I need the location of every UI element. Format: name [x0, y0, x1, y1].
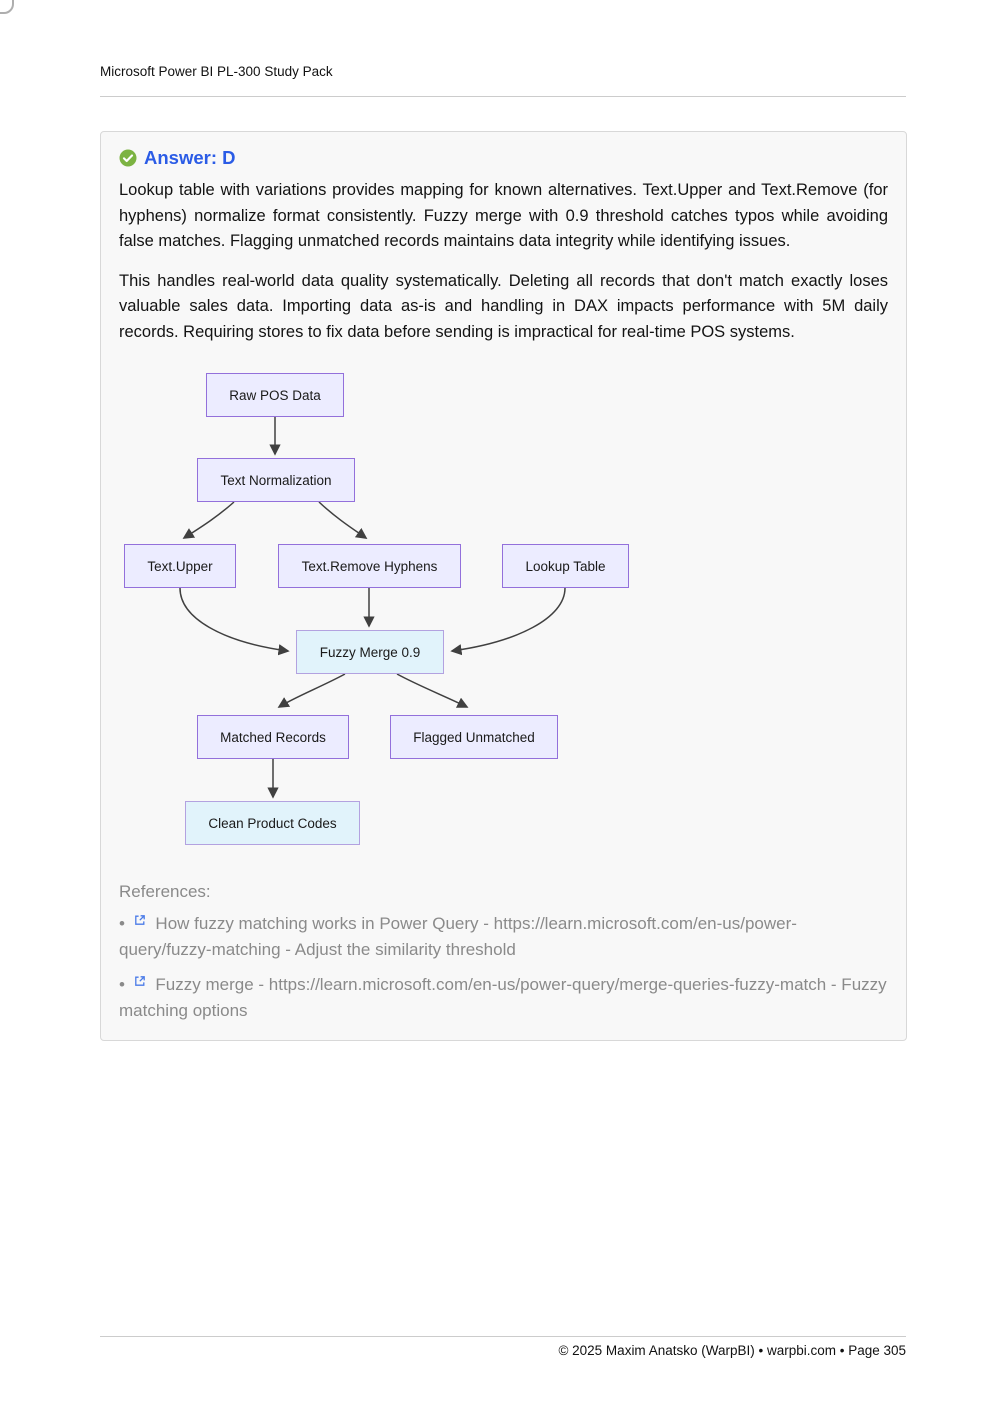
- explanation-paragraph-1: Lookup table with variations provides mapping for known alternatives. Text.Upper and Text.Remove (for hyphens) normalize format consistently. Fuzzy merge with 0.9 threshold catches typos while avoiding false matches. Flagging unmatched records maintains data integrity while identifying issues.: [119, 181, 888, 250]
- flowchart-arrows: [119, 366, 890, 852]
- node-fuzzy-merge: Fuzzy Merge 0.9: [296, 630, 444, 674]
- edge-fuzzy-to-flagged: [397, 674, 467, 707]
- edge-fuzzy-to-matched: [279, 674, 345, 707]
- node-flagged-unmatched: Flagged Unmatched: [390, 715, 558, 759]
- reference-bullet: •: [119, 914, 125, 933]
- check-circle-icon: [119, 149, 137, 167]
- references-section: [119, 882, 888, 1024]
- node-lookup-table: Lookup Table: [502, 544, 629, 588]
- external-link-icon: [134, 908, 146, 934]
- external-link-icon: [134, 969, 146, 995]
- answer-heading: [119, 147, 888, 169]
- edge-upper-to-fuzzy: [180, 588, 288, 651]
- explanation-paragraph-2: This handles real-world data quality systematically. Deleting all records that don't match exactly loses valuable sales data. Importing data as-is and handling in DAX impacts performance with 5M daily records. Requiring stores to fix data before sending is impractical for real-time POS systems.: [119, 271, 888, 341]
- reference-item: [119, 972, 888, 1024]
- node-matched-records: Matched Records: [197, 715, 349, 759]
- reference-bullet: •: [119, 975, 125, 994]
- header-divider: [100, 96, 906, 97]
- reference-item: [119, 911, 888, 963]
- page-corner-artifact: [0, 0, 14, 14]
- node-text-remove-hyphens: Text.Remove Hyphens: [278, 544, 461, 588]
- flowchart-diagram: [119, 366, 890, 852]
- answer-box: [100, 131, 907, 1041]
- node-text-normalization: Text Normalization: [197, 458, 355, 502]
- footer-text: © 2025 Maxim Anatsko (WarpBI) • warpbi.com • Page 305: [558, 1343, 906, 1358]
- header-title: Microsoft Power BI PL-300 Study Pack: [100, 64, 333, 79]
- reference-link-text[interactable]: Fuzzy merge - https://learn.microsoft.com/en-us/power-query/merge-queries-fuzzy-match - Fuzzy matching options: [119, 975, 887, 1020]
- node-raw-pos-data: Raw POS Data: [206, 373, 344, 417]
- reference-link-text[interactable]: How fuzzy matching works in Power Query - https://learn.microsoft.com/en-us/power-query/fuzzy-matching - Adjust the similarity threshold: [119, 914, 797, 959]
- edge-lookup-to-fuzzy: [452, 588, 565, 651]
- footer-divider: [100, 1336, 906, 1337]
- edge-normalization-to-remove: [319, 502, 366, 538]
- edge-normalization-to-upper: [184, 502, 234, 538]
- node-text-upper: Text.Upper: [124, 544, 236, 588]
- node-clean-product-codes: Clean Product Codes: [185, 801, 360, 845]
- answer-label: Answer: D: [144, 147, 236, 168]
- references-heading: References:: [119, 882, 211, 901]
